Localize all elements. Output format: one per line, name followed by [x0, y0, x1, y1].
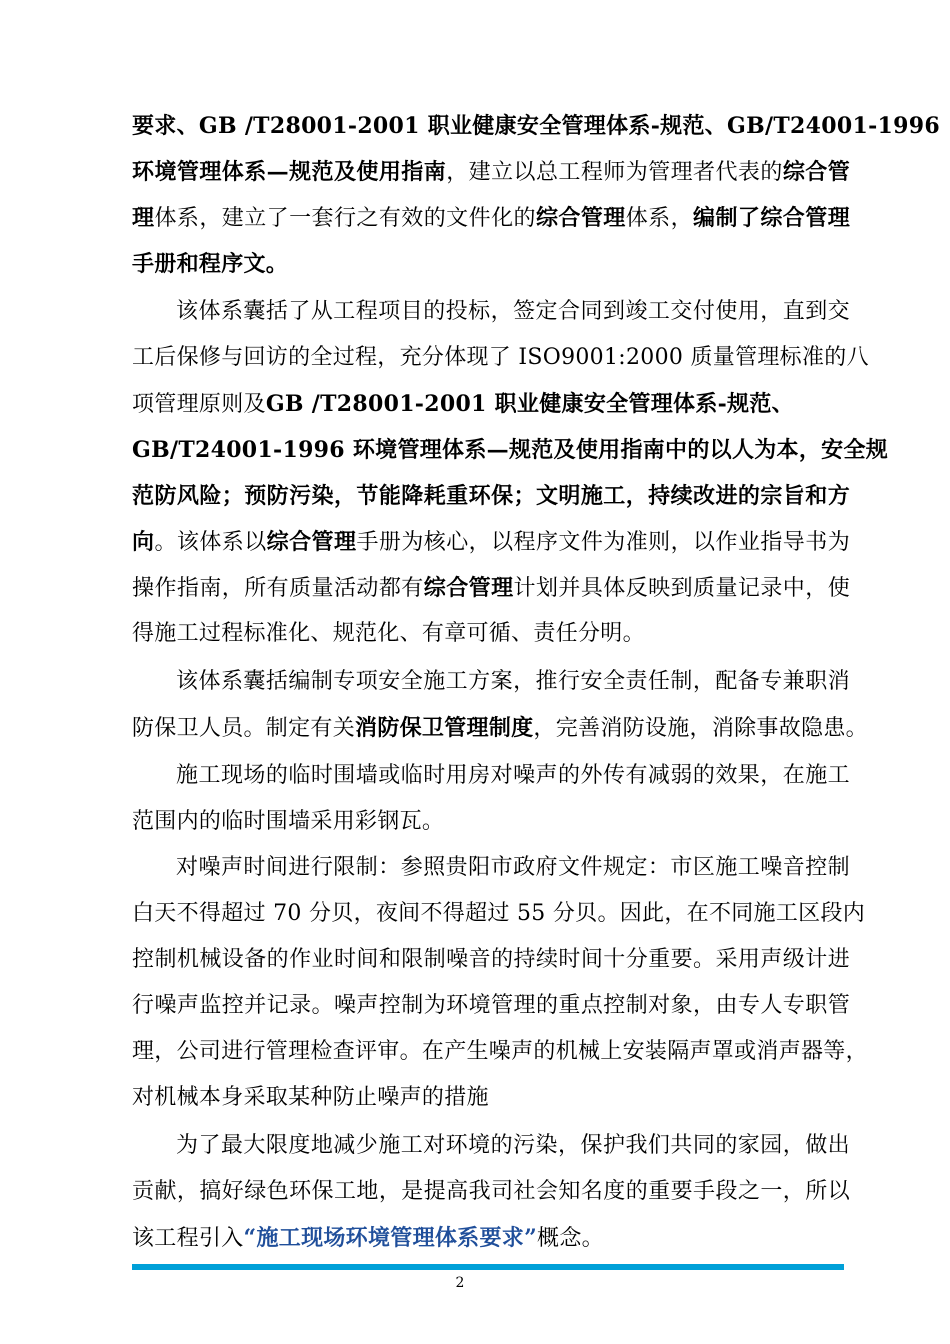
text-line: 手册和程序文。	[132, 251, 289, 277]
text-line: 操作指南，所有质量活动都有综合管理计划并具体反映到质量记录中，使	[132, 575, 850, 601]
text-line: 贡献，搞好绿色环保工地，是提高我司社会知名度的重要手段之一，所以	[132, 1179, 850, 1204]
text-line: GB/T24001-1996 环境管理体系—规范及使用指南中的以人为本，安全规	[132, 437, 889, 463]
footer-divider	[132, 1264, 844, 1270]
text-line: 行噪声监控并记录。噪声控制为环境管理的重点控制对象，由专人专职管	[132, 993, 850, 1018]
text-line: 得施工过程标准化、规范化、有章可循、责任分明。	[132, 621, 645, 646]
text-line: 项管理原则及GB /T28001-2001 职业健康安全管理体系-规范、	[132, 391, 794, 417]
text-line: 范防风险；预防污染，节能降耗重环保；文明施工，持续改进的宗旨和方	[132, 483, 850, 509]
text-line: 向。该体系以综合管理手册为核心，以程序文件为准则，以作业指导书为	[132, 529, 850, 555]
text-line: 环境管理体系—规范及使用指南，建立以总工程师为管理者代表的综合管	[132, 159, 850, 185]
text-line: 为了最大限度地减少施工对环境的污染，保护我们共同的家园，做出	[176, 1133, 850, 1158]
text-line: 对噪声时间进行限制：参照贵阳市政府文件规定：市区施工噪音控制	[176, 855, 850, 880]
text-line: 施工现场的临时围墙或临时用房对噪声的外传有减弱的效果，在施工	[176, 763, 850, 788]
text-line: 该体系囊括了从工程项目的投标，签定合同到竣工交付使用，直到交	[176, 299, 850, 324]
text-line: 该工程引入“施工现场环境管理体系要求”概念。	[132, 1225, 604, 1251]
text-line: 白天不得超过 70 分贝，夜间不得超过 55 分贝。因此，在不同施工区段内	[132, 901, 866, 926]
text-line: 范围内的临时围墙采用彩钢瓦。	[132, 809, 445, 834]
text-line: 理体系，建立了一套行之有效的文件化的综合管理体系，编制了综合管理	[132, 205, 850, 231]
text-line: 防保卫人员。制定有关消防保卫管理制度，完善消防设施，消除事故隐患。	[132, 715, 868, 741]
text-line: 理，公司进行管理检查评审。在产生噪声的机械上安装隔声罩或消声器等，	[132, 1039, 868, 1064]
text-line: 控制机械设备的作业时间和限制噪音的持续时间十分重要。采用声级计进	[132, 947, 850, 972]
text-line: 工后保修与回访的全过程，充分体现了 ISO9001:2000 质量管理标准的八	[132, 345, 869, 370]
text-line: 该体系囊括编制专项安全施工方案，推行安全责任制，配备专兼职消	[176, 669, 850, 694]
text-line: 要求、GB /T28001-2001 职业健康安全管理体系-规范、GB/T24001-1996	[132, 113, 940, 139]
highlighted-term: “施工现场环境管理体系要求”	[243, 1225, 538, 1251]
page-number: 2	[455, 1275, 465, 1291]
text-line: 对机械本身采取某种防止噪声的措施	[132, 1085, 489, 1110]
